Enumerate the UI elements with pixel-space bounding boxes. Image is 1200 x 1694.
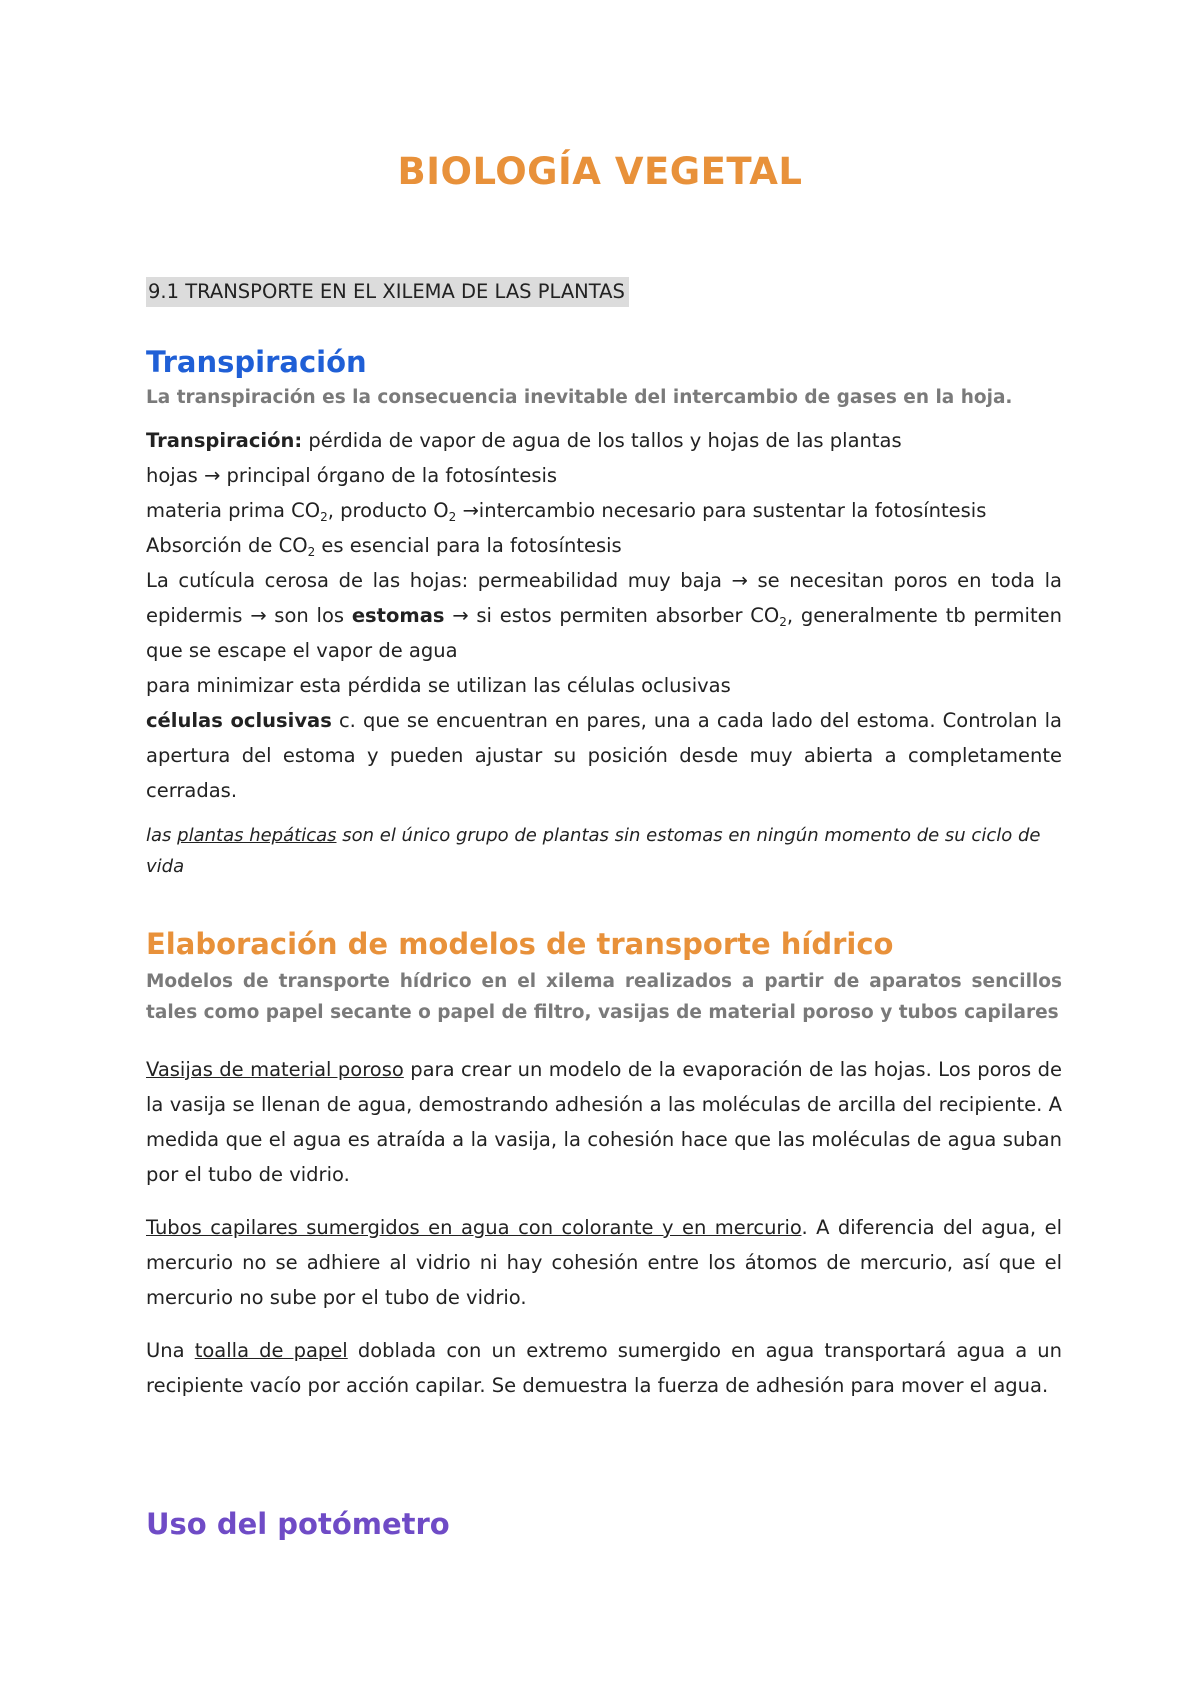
estomas-term: estomas xyxy=(351,604,445,627)
document-title: BIOLOGÍA VEGETAL xyxy=(397,150,803,193)
transpiracion-body xyxy=(146,423,1062,808)
definition-term: Transpiración: xyxy=(146,429,303,452)
potometro-section xyxy=(146,1502,1062,1546)
transpiracion-subtitle: La transpiración es la consecuencia inevitable del intercambio de gases en la hoja. xyxy=(146,387,1013,408)
tubos-paragraph xyxy=(146,1210,1062,1315)
absorcion-line xyxy=(146,528,1062,563)
materia-text-b: , producto O xyxy=(327,499,449,522)
oclusivas-text: c. que se encuentran en pares, una a cada lado del estoma. Controlan la apertura del estoma y pueden ajustar su posición desde muy abierta a completamente cerradas. xyxy=(146,709,1062,802)
tubos-text: . A diferencia del agua, el mercurio no se adhiere al vidrio ni hay cohesión entre los átomos de mercurio, así que el mercurio no sube por el tubo de vidrio. xyxy=(146,1216,1062,1309)
definition-line xyxy=(146,423,1062,458)
cuticula-text-c: , generalmente tb permiten que se escape el vapor de agua xyxy=(146,604,1062,662)
modelos-section xyxy=(146,922,1062,1403)
minimizar-line: para minimizar esta pérdida se utilizan las células oclusivas xyxy=(146,674,731,697)
tubos-underlined: Tubos capilares sumergidos en agua con colorante y en mercurio xyxy=(146,1216,802,1239)
vasijas-paragraph xyxy=(146,1052,1062,1192)
subscript: 2 xyxy=(779,615,787,629)
transpiracion-section xyxy=(146,340,1062,882)
hepaticas-note xyxy=(146,820,1062,882)
section-label: 9.1 TRANSPORTE EN EL XILEMA DE LAS PLANTAS xyxy=(146,277,629,307)
transpiracion-heading: Transpiración xyxy=(146,345,367,379)
oclusivas-paragraph xyxy=(146,703,1062,808)
cuticula-paragraph xyxy=(146,563,1062,668)
toalla-underlined: toalla de papel xyxy=(194,1339,348,1362)
note-text-a: las xyxy=(146,825,178,846)
cuticula-text-b: → si estos permiten absorber CO xyxy=(444,604,780,627)
note-underlined: plantas hepáticas xyxy=(177,825,337,846)
materia-text-a: materia prima CO xyxy=(146,499,321,522)
materia-line xyxy=(146,493,1062,528)
definition-text: pérdida de vapor de agua de los tallos y hojas de las plantas xyxy=(302,429,902,452)
toalla-paragraph xyxy=(146,1333,1062,1403)
materia-text-c: →intercambio necesario para sustentar la fotosíntesis xyxy=(456,499,987,522)
subscript: 2 xyxy=(448,510,457,524)
absorcion-text-b: es esencial para la fotosíntesis xyxy=(315,534,622,557)
cuticula-text-a: La cutícula cerosa de las hojas: permeabilidad muy baja → se necesitan poros en toda la epidermis → son los xyxy=(146,569,1062,627)
absorcion-text-a: Absorción de CO xyxy=(146,534,308,557)
subscript: 2 xyxy=(320,510,328,524)
vasijas-underlined: Vasijas de material poroso xyxy=(146,1058,404,1081)
oclusivas-term: células oclusivas xyxy=(146,709,332,732)
modelos-subtitle: Modelos de transporte hídrico en el xilema realizados a partir de aparatos sencillos tales como papel secante o papel de filtro, vasijas de material poroso y tubos capilares xyxy=(146,971,1062,1023)
modelos-heading: Elaboración de modelos de transporte hídrico xyxy=(146,927,894,961)
vasijas-text: para crear un modelo de la evaporación de las hojas. Los poros de la vasija se llenan de agua, demostrando adhesión a las moléculas de arcilla del recipiente. A medida que el agua es atraída a la vasija, la cohesión hace que las moléculas de agua suban por el tubo de vidrio. xyxy=(146,1058,1062,1186)
potometro-heading: Uso del potómetro xyxy=(146,1507,450,1541)
subscript: 2 xyxy=(307,545,316,559)
note-text-b: son el único grupo de plantas sin estomas en ningún momento de su ciclo de vida xyxy=(146,825,1041,877)
toalla-text-b: doblada con un extremo sumergido en agua transportará agua a un recipiente vacío por acción capilar. Se demuestra la fuerza de adhesión para mover el agua. xyxy=(146,1339,1063,1397)
toalla-text-a: Una xyxy=(146,1339,195,1362)
hojas-line: hojas → principal órgano de la fotosíntesis xyxy=(146,464,558,487)
